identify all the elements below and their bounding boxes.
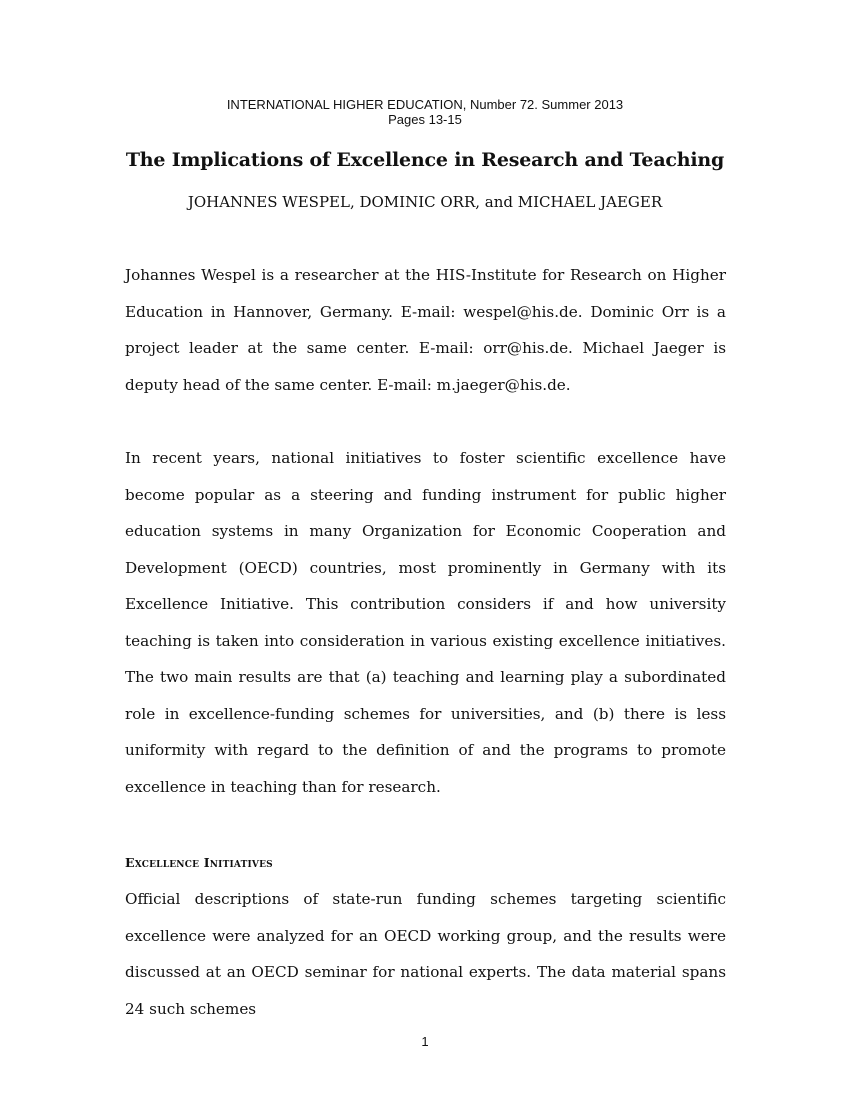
page-number: 1 [421, 1034, 429, 1049]
pages-line: Pages 13-15 [388, 112, 462, 127]
section-body-paragraph: Official descriptions of state-run funding schemes targeting scientific excellence were analyzed for an OECD working group, and the results were discussed at an OECD seminar for national experts. The data material spans 24 such schemes [125, 890, 726, 1018]
author-bio-paragraph: Johannes Wespel is a researcher at the HIS-Institute for Research on Higher Education in Hannover, Germany. E-mail: wespel@his.de. Dominic Orr is a project leader at the same center. E-mail: orr@his.de. Michael Jaeger is deputy head of the same center. E-mail: m.jaeger@his.de. [125, 266, 726, 394]
article-authors: JOHANNES WESPEL, DOMINIC ORR, and MICHAEL JAEGER [187, 193, 663, 211]
journal-line: INTERNATIONAL HIGHER EDUCATION, Number 72. Summer 2013 [226, 97, 624, 112]
abstract-paragraph: In recent years, national initiatives to foster scientific excellence have become popular as a steering and funding instrument for public higher education systems in many Organization for Economic Cooperation and Development (OECD) countries, most prominently in Germany with its Excellence Initiative. This contribution considers if and how university teaching is taken into consideration in various existing excellence initiatives. The two main results are that (a) teaching and learning play a subordinated role in excellence-funding schemes for universities, and (b) there is less uniformity with regard to the definition of and the programs to promote excellence in teaching than for research. [125, 449, 726, 796]
article-title: The Implications of Excellence in Research and Teaching [125, 149, 725, 171]
section-heading: Excellence Initiatives [125, 855, 273, 870]
